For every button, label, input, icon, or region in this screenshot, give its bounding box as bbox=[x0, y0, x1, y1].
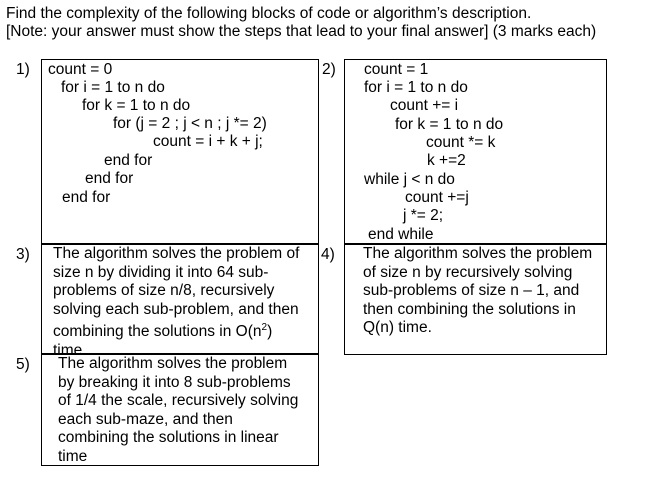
text-line: then combining the solutions in bbox=[363, 300, 576, 318]
text-line bbox=[53, 319, 299, 342]
code-line: count *= k bbox=[426, 134, 496, 151]
text-line: each sub-maze, and then bbox=[58, 410, 233, 428]
question-5-text bbox=[58, 355, 298, 466]
question-3-number: 3) bbox=[16, 246, 30, 263]
text-line: time bbox=[53, 341, 83, 359]
question-2-number: 2) bbox=[322, 61, 336, 78]
code-line: while j < n do bbox=[364, 171, 455, 188]
text-line: of size n by recursively solving bbox=[363, 263, 573, 281]
text-line: The algorithm solves the problem bbox=[58, 355, 288, 372]
question-1-number: 1) bbox=[16, 61, 30, 78]
text-line: size n by dividing it into 64 sub- bbox=[53, 263, 269, 281]
code-line: for k = 1 to n do bbox=[395, 116, 504, 133]
code-line: j *= 2; bbox=[403, 207, 444, 224]
code-line: end while bbox=[368, 226, 434, 243]
superscript: 2 bbox=[261, 322, 268, 333]
instructions-line-1: Find the complexity of the following blocks of code or algorithm’s description. bbox=[6, 5, 532, 22]
text-line: The algorithm solves the problem of bbox=[53, 245, 300, 262]
text-line: combining the solutions in linear bbox=[58, 429, 279, 446]
code-line: end for bbox=[104, 152, 153, 169]
code-line: count += i bbox=[390, 97, 459, 114]
question-4-text bbox=[363, 245, 592, 338]
code-line: for i = 1 to n do bbox=[61, 79, 165, 96]
code-line: end for bbox=[85, 170, 134, 187]
text-line: problems of size n/8, recursively bbox=[53, 282, 275, 299]
text-line: solving each sub-problem, and then bbox=[53, 300, 299, 318]
text-line: by breaking it into 8 sub-problems bbox=[58, 373, 291, 391]
code-line: count = i + k + j; bbox=[153, 133, 263, 150]
text-line: of 1/4 the scale, recursively solving bbox=[58, 392, 299, 409]
code-line: for i = 1 to n do bbox=[364, 79, 468, 96]
code-line: for k = 1 to n do bbox=[82, 97, 191, 114]
code-line: for (j = 2 ; j < n ; j *= 2) bbox=[113, 115, 267, 132]
code-line: k +=2 bbox=[427, 152, 466, 169]
code-line: count = 1 bbox=[364, 61, 429, 78]
text-line: sub-problems of size n – 1, and bbox=[363, 282, 580, 299]
text-segment: combining the solutions in O(n bbox=[53, 323, 262, 341]
question-3-text bbox=[53, 245, 299, 360]
code-line: count = 0 bbox=[48, 61, 113, 78]
instructions-line-2: [Note: your answer must show the steps that lead to your final answer] (3 marks each) bbox=[6, 23, 597, 40]
code-line: end for bbox=[62, 189, 111, 206]
code-line: count +=j bbox=[405, 189, 469, 206]
text-line: time bbox=[58, 447, 88, 465]
text-segment: ) bbox=[267, 323, 273, 341]
text-line: The algorithm solves the problem bbox=[363, 245, 593, 262]
text-line: Q(n) time. bbox=[363, 319, 432, 336]
question-4-number: 4) bbox=[321, 246, 335, 263]
question-5-number: 5) bbox=[16, 356, 30, 373]
